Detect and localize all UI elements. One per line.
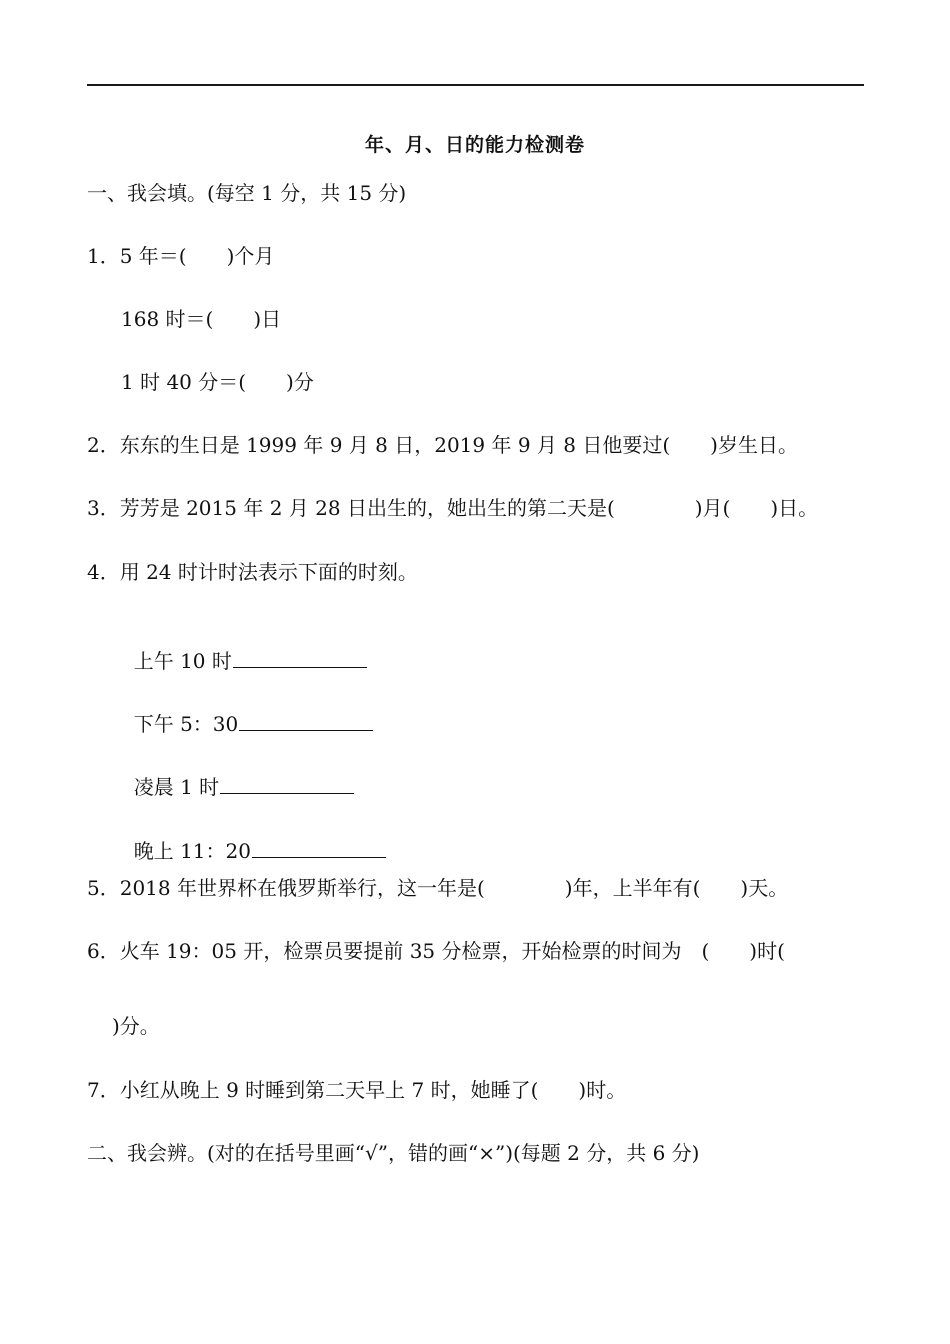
answer-blank[interactable] (252, 839, 386, 858)
question-4-item (121, 622, 367, 674)
page-title: 年、月、日的能力检测卷 (364, 134, 585, 156)
question-4-item-label: 上午 10 时 (133, 649, 232, 673)
section-2-heading: 二、我会辨。(对的在括号里画“√”，错的画“×”)(每题 2 分，共 6 分) (87, 1141, 700, 1165)
answer-blank[interactable] (220, 775, 354, 794)
question-1-line-2: 168 时＝( )日 (121, 307, 282, 331)
answer-blank[interactable] (233, 649, 367, 668)
question-4-item-label: 晚上 11：20 (133, 839, 251, 863)
question-4-item (121, 748, 354, 800)
question-4-item (121, 685, 373, 737)
question-4-item (121, 812, 386, 864)
question-1-line-3: 1 时 40 分＝( )分 (121, 370, 314, 394)
question-5: 5．2018 年世界杯在俄罗斯举行，这一年是( )年，上半年有( )天。 (87, 876, 789, 900)
question-2: 2．东东的生日是 1999 年 9 月 8 日，2019 年 9 月 8 日他要过( )岁生日。 (87, 433, 798, 457)
question-6-line-2: )分。 (112, 1014, 160, 1038)
question-4: 4．用 24 时计时法表示下面的时刻。 (87, 560, 418, 584)
section-1-heading: 一、我会填。(每空 1 分，共 15 分) (87, 181, 407, 205)
question-6-line-1: 6．火车 19：05 开，检票员要提前 35 分检票，开始检票的时间为 ( )时( (87, 939, 785, 963)
answer-blank[interactable] (239, 712, 373, 731)
question-4-item-label: 凌晨 1 时 (133, 775, 220, 799)
header-rule (87, 84, 864, 86)
question-7: 7．小红从晚上 9 时睡到第二天早上 7 时，她睡了( )时。 (87, 1078, 627, 1102)
question-1-line-1: 1．5 年＝( )个月 (87, 244, 275, 268)
question-3: 3．芳芳是 2015 年 2 月 28 日出生的，她出生的第二天是( )月( )日。 (87, 496, 819, 520)
question-4-item-label: 下午 5：30 (133, 712, 239, 736)
